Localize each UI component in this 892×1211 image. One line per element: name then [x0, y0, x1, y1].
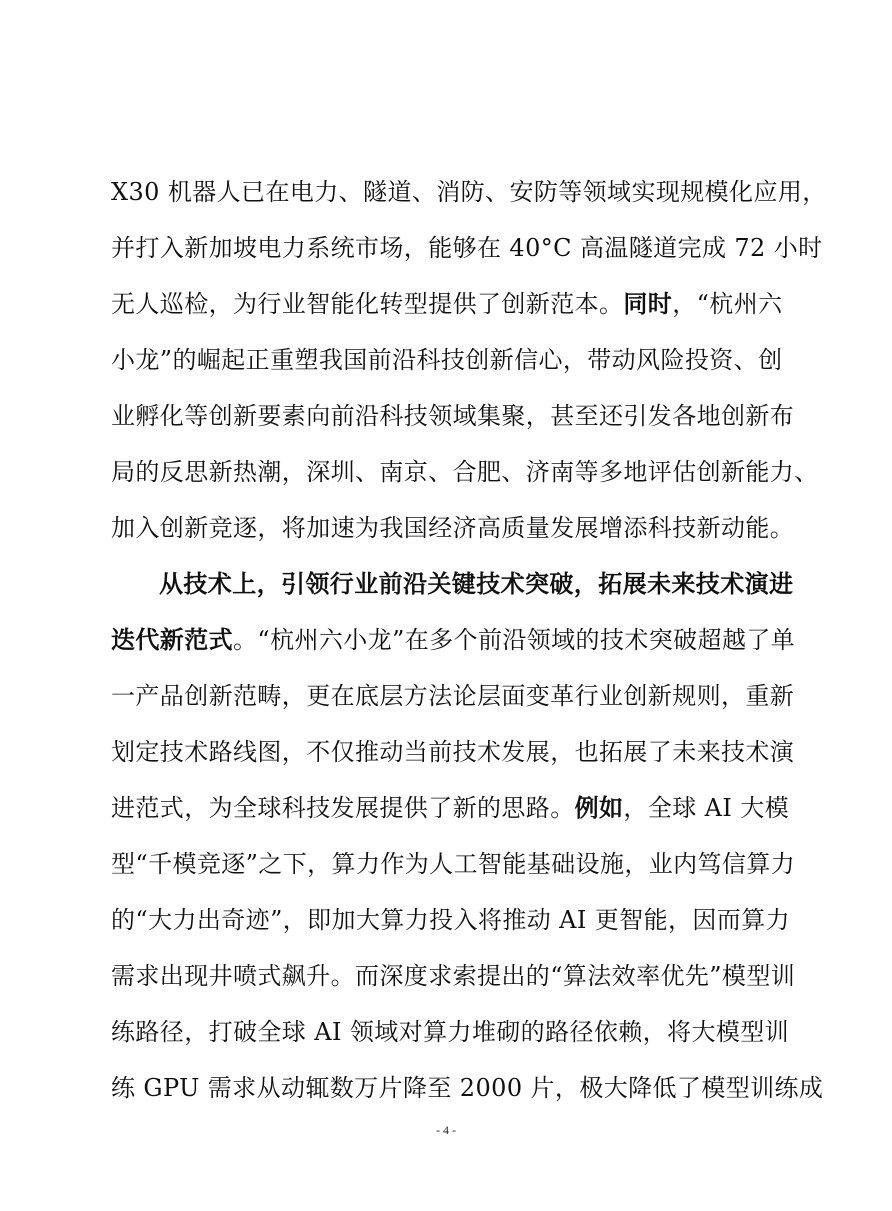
paragraph-line [111, 394, 795, 438]
page-number: - 4 - [436, 1123, 456, 1137]
line-text: 。“杭州六小龙”在多个前沿领域的技术突破超越了单 [233, 626, 796, 654]
line-text: 型“千模竞逐”之下，算力作为人工智能基础设施，业内笃信算力 [111, 850, 796, 878]
line-text: 并打入新加坡电力系统市场，能够在 40°C 高温隧道完成 72 小时 [111, 234, 823, 262]
bold-lead-phrase: 例如 [574, 793, 624, 822]
paragraph-line [111, 1066, 824, 1110]
paragraph-line [111, 226, 823, 270]
line-text: 需求出现井喷式飙升。而深度求索提出的“算法效率优先”模型训 [111, 962, 796, 990]
paragraph-line [111, 170, 827, 214]
line-text: 练路径，打破全球 AI 领域对算力堆砌的路径依赖，将大模型训 [111, 1018, 790, 1046]
paragraph-heading-line [159, 562, 794, 606]
line-text: 的“大力出奇迹”，即加大算力投入将推动 AI 更智能，因而算力 [111, 906, 791, 934]
bold-heading-text: 迭代新范式 [111, 625, 233, 654]
paragraph-line [111, 450, 819, 494]
line-text: 进范式，为全球科技发展提供了新的思路。 [111, 794, 575, 822]
paragraph-line [111, 338, 783, 382]
paragraph-line [111, 842, 796, 886]
paragraph-line [111, 898, 791, 942]
paragraph-line [111, 730, 795, 774]
line-text: 无人巡检，为行业智能化转型提供了创新范本。 [111, 290, 624, 318]
line-text: 划定技术路线图，不仅推动当前技术发展，也拓展了未来技术演 [111, 738, 795, 766]
line-text: 小龙”的崛起正重塑我国前沿科技创新信心，带动风险投资、创 [111, 346, 783, 374]
paragraph-line [111, 282, 783, 326]
paragraph-line [111, 618, 796, 662]
line-text: 加入创新竞逐，将加速为我国经济高质量发展增添科技新动能。 [111, 514, 795, 542]
bold-lead-phrase: 同时 [623, 289, 673, 318]
paragraph-line [111, 786, 790, 830]
line-text: ，全球 AI 大模 [623, 794, 790, 822]
line-text: 局的反思新热潮，深圳、南京、合肥、济南等多地评估创新能力、 [111, 458, 819, 486]
paragraph-line [111, 674, 795, 718]
line-text: 练 GPU 需求从动辄数万片降至 2000 片，极大降低了模型训练成 [111, 1074, 824, 1102]
line-text: 一产品创新范畴，更在底层方法论层面变革行业创新规则，重新 [111, 682, 795, 710]
paragraph-line [111, 506, 795, 550]
paragraph-line [111, 1010, 790, 1054]
paragraph-line [111, 954, 796, 998]
line-text: X30 机器人已在电力、隧道、消防、安防等领域实现规模化应用， [111, 178, 827, 206]
line-text: 业孵化等创新要素向前沿科技领域集聚，甚至还引发各地创新布 [111, 402, 795, 430]
line-text: ，“杭州六 [672, 290, 783, 318]
bold-heading-text: 从技术上，引领行业前沿关键技术突破，拓展未来技术演进 [159, 569, 794, 598]
